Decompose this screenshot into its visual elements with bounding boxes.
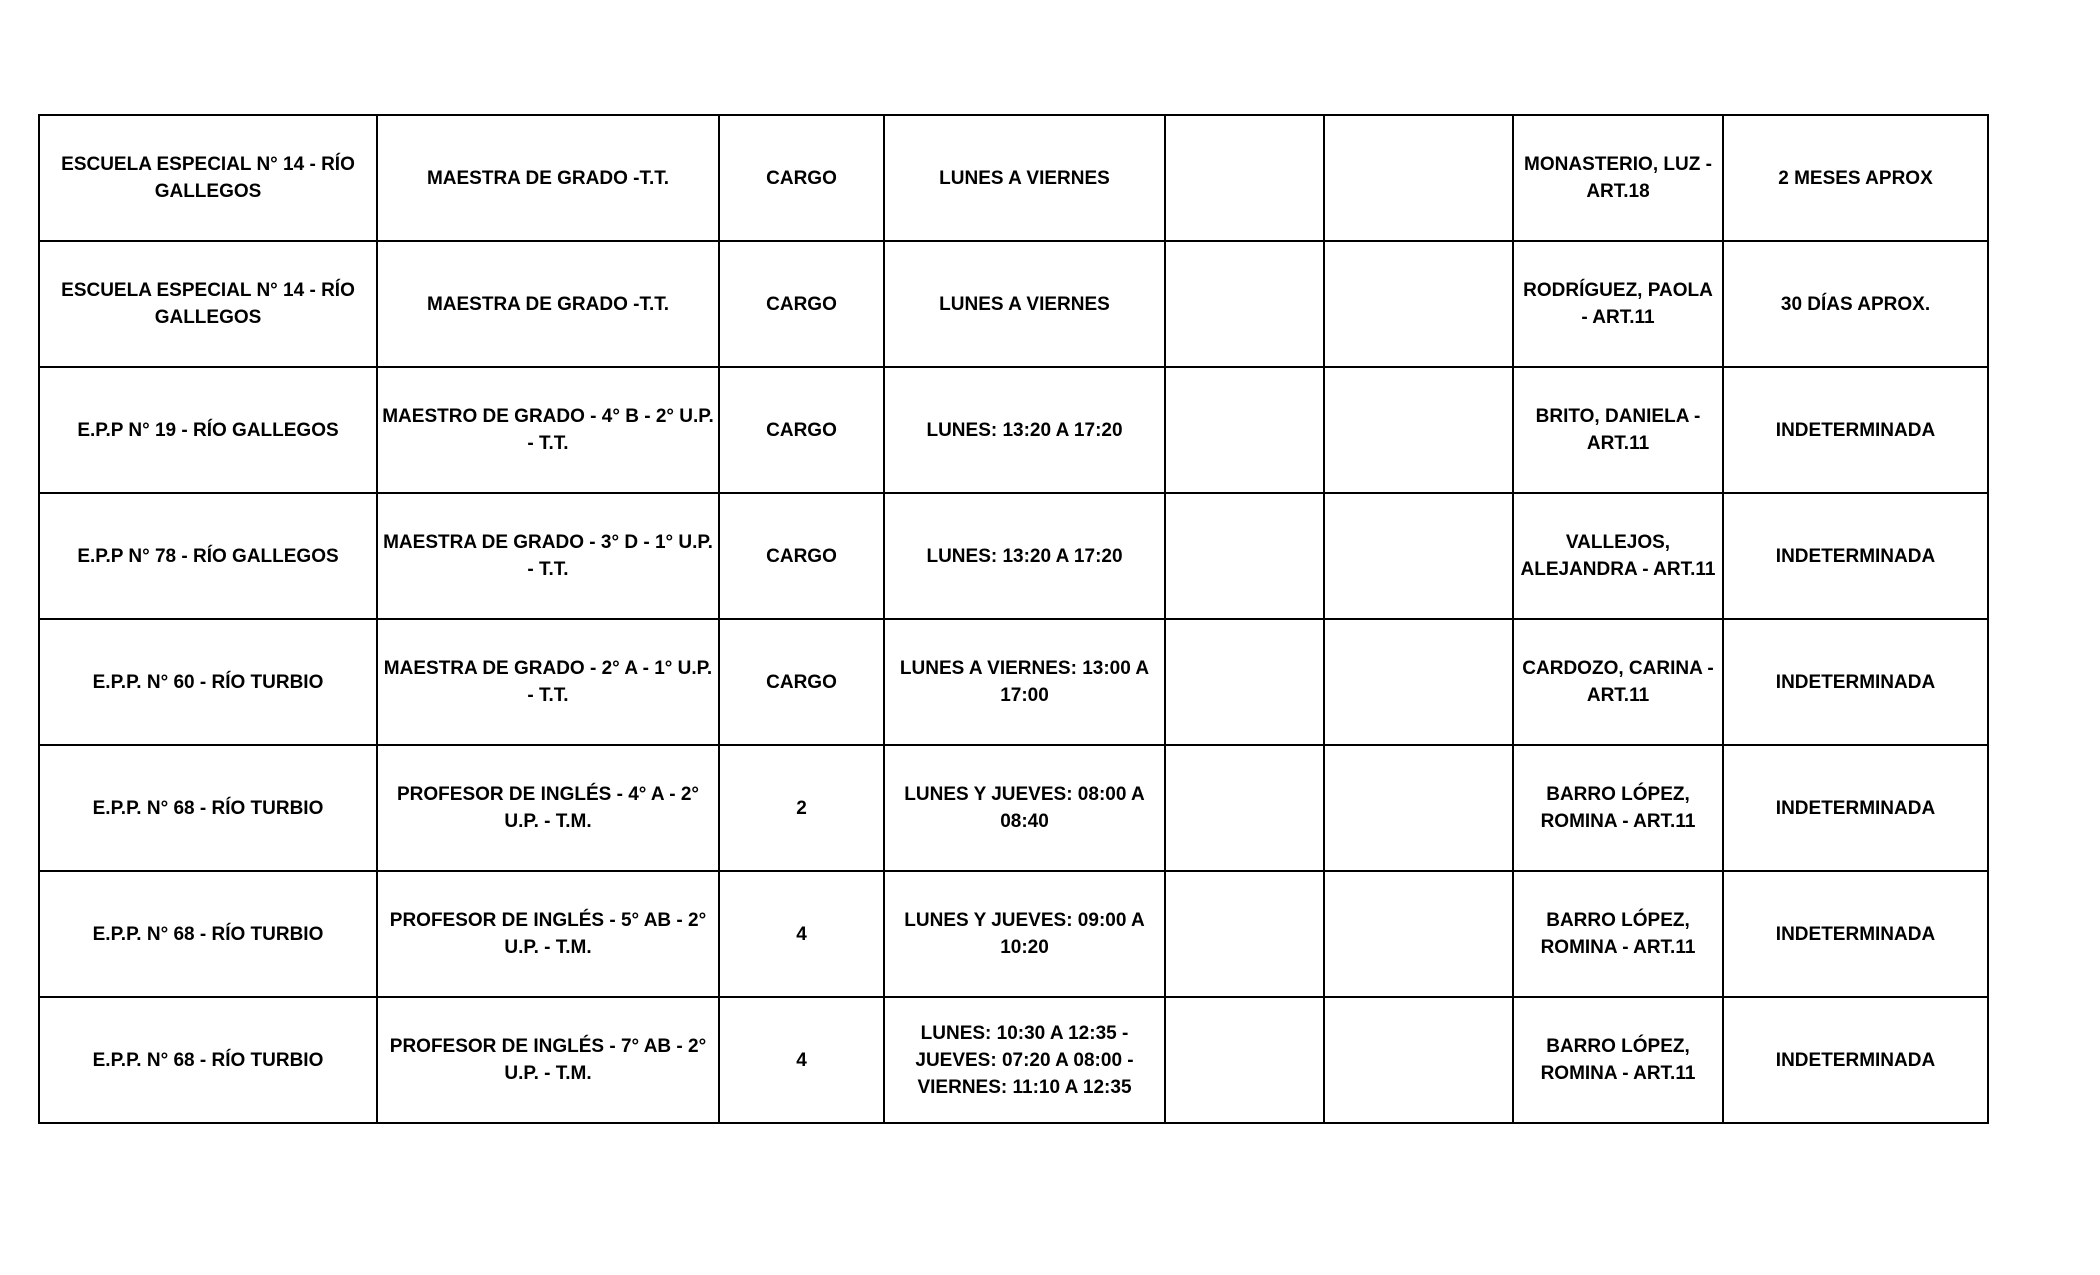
holder-cell: BARRO LÓPEZ, ROMINA - ART.11	[1513, 745, 1723, 871]
duration-cell: INDETERMINADA	[1723, 997, 1988, 1123]
type-cell: CARGO	[719, 115, 884, 241]
table-row	[39, 619, 1988, 745]
holder-cell: RODRÍGUEZ, PAOLA - ART.11	[1513, 241, 1723, 367]
empty-cell	[1324, 115, 1513, 241]
table-row	[39, 871, 1988, 997]
schedule-cell: LUNES A VIERNES	[884, 115, 1165, 241]
holder-cell: MONASTERIO, LUZ - ART.18	[1513, 115, 1723, 241]
type-cell: CARGO	[719, 241, 884, 367]
school-cell: E.P.P. N° 68 - RÍO TURBIO	[39, 997, 377, 1123]
schedule-cell: LUNES A VIERNES	[884, 241, 1165, 367]
table-row	[39, 367, 1988, 493]
empty-cell	[1165, 871, 1324, 997]
duration-cell: INDETERMINADA	[1723, 367, 1988, 493]
holder-cell: VALLEJOS, ALEJANDRA - ART.11	[1513, 493, 1723, 619]
empty-cell	[1324, 493, 1513, 619]
empty-cell	[1165, 241, 1324, 367]
type-cell: 4	[719, 997, 884, 1123]
duration-cell: 30 DÍAS APROX.	[1723, 241, 1988, 367]
school-cell: E.P.P. N° 68 - RÍO TURBIO	[39, 871, 377, 997]
position-cell: PROFESOR DE INGLÉS - 4° A - 2° U.P. - T.M.	[377, 745, 719, 871]
empty-cell	[1165, 745, 1324, 871]
schedule-cell: LUNES A VIERNES: 13:00 A 17:00	[884, 619, 1165, 745]
duration-cell: INDETERMINADA	[1723, 493, 1988, 619]
holder-cell: BARRO LÓPEZ, ROMINA - ART.11	[1513, 871, 1723, 997]
empty-cell	[1165, 367, 1324, 493]
school-cell: E.P.P. N° 68 - RÍO TURBIO	[39, 745, 377, 871]
empty-cell	[1324, 997, 1513, 1123]
type-cell: 2	[719, 745, 884, 871]
type-cell: CARGO	[719, 619, 884, 745]
empty-cell	[1324, 619, 1513, 745]
empty-cell	[1324, 745, 1513, 871]
schedule-cell: LUNES: 13:20 A 17:20	[884, 367, 1165, 493]
school-cell: ESCUELA ESPECIAL N° 14 - RÍO GALLEGOS	[39, 115, 377, 241]
school-cell: E.P.P. N° 60 - RÍO TURBIO	[39, 619, 377, 745]
schedule-cell: LUNES Y JUEVES: 09:00 A 10:20	[884, 871, 1165, 997]
position-cell: MAESTRO DE GRADO - 4° B - 2° U.P. - T.T.	[377, 367, 719, 493]
empty-cell	[1165, 997, 1324, 1123]
position-cell: MAESTRA DE GRADO - 3° D - 1° U.P. - T.T.	[377, 493, 719, 619]
type-cell: CARGO	[719, 367, 884, 493]
position-cell: MAESTRA DE GRADO -T.T.	[377, 115, 719, 241]
empty-cell	[1165, 115, 1324, 241]
position-cell: MAESTRA DE GRADO - 2° A - 1° U.P. - T.T.	[377, 619, 719, 745]
duration-cell: 2 MESES APROX	[1723, 115, 1988, 241]
empty-cell	[1324, 367, 1513, 493]
schedule-cell: LUNES: 10:30 A 12:35 - JUEVES: 07:20 A 08:00 - VIERNES: 11:10 A 12:35	[884, 997, 1165, 1123]
duration-cell: INDETERMINADA	[1723, 745, 1988, 871]
position-cell: PROFESOR DE INGLÉS - 7° AB - 2° U.P. - T.M.	[377, 997, 719, 1123]
duration-cell: INDETERMINADA	[1723, 871, 1988, 997]
position-cell: PROFESOR DE INGLÉS - 5° AB - 2° U.P. - T.M.	[377, 871, 719, 997]
school-cell: E.P.P N° 19 - RÍO GALLEGOS	[39, 367, 377, 493]
school-cell: E.P.P N° 78 - RÍO GALLEGOS	[39, 493, 377, 619]
empty-cell	[1165, 619, 1324, 745]
type-cell: CARGO	[719, 493, 884, 619]
holder-cell: BRITO, DANIELA - ART.11	[1513, 367, 1723, 493]
table-row	[39, 115, 1988, 241]
table-row	[39, 745, 1988, 871]
duration-cell: INDETERMINADA	[1723, 619, 1988, 745]
holder-cell: CARDOZO, CARINA - ART.11	[1513, 619, 1723, 745]
table-row	[39, 241, 1988, 367]
empty-cell	[1324, 871, 1513, 997]
table-row	[39, 997, 1988, 1123]
empty-cell	[1324, 241, 1513, 367]
school-cell: ESCUELA ESPECIAL N° 14 - RÍO GALLEGOS	[39, 241, 377, 367]
empty-cell	[1165, 493, 1324, 619]
table-row	[39, 493, 1988, 619]
holder-cell: BARRO LÓPEZ, ROMINA - ART.11	[1513, 997, 1723, 1123]
schedule-cell: LUNES Y JUEVES: 08:00 A 08:40	[884, 745, 1165, 871]
position-cell: MAESTRA DE GRADO -T.T.	[377, 241, 719, 367]
type-cell: 4	[719, 871, 884, 997]
schedule-cell: LUNES: 13:20 A 17:20	[884, 493, 1165, 619]
vacancies-table	[38, 114, 1989, 1124]
